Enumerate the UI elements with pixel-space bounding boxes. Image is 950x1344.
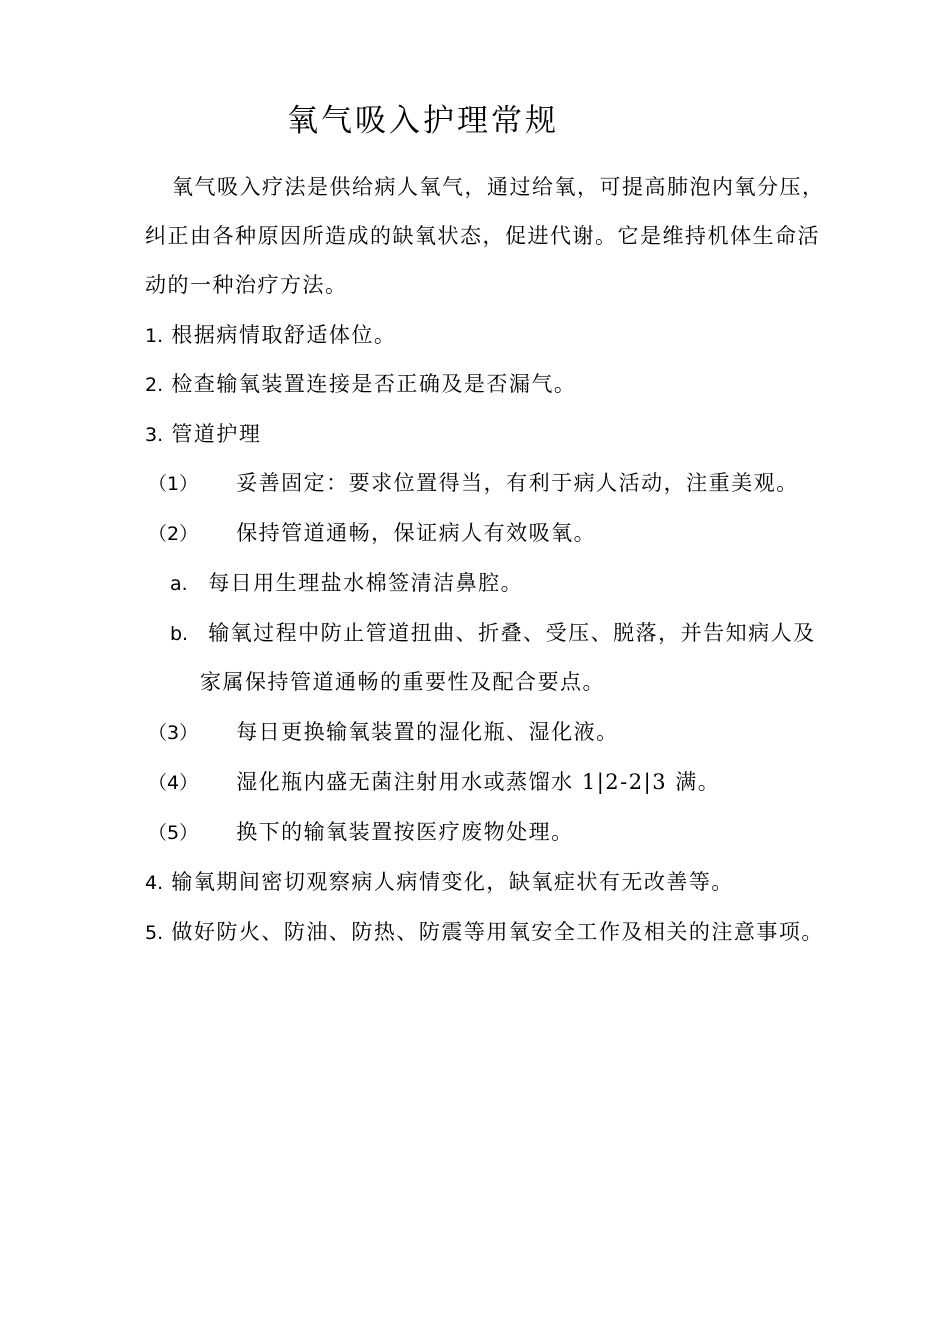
document-title: 氧气吸入护理常规 xyxy=(287,103,559,139)
intro-line-3: 动的一种治疗方法。 xyxy=(145,273,348,297)
sub-item-2-number: （2） xyxy=(148,523,199,545)
sub-item-b xyxy=(170,618,816,649)
sub-item-4 xyxy=(148,767,720,798)
list-item-5 xyxy=(145,917,824,948)
sub-item-1-number: （1） xyxy=(148,473,199,495)
list-item-4-text: 输氧期间密切观察病人病情变化，缺氧症状有无改善等。 xyxy=(171,870,734,894)
list-item-5-number: 5. xyxy=(145,922,164,944)
sub-item-4-number: （4） xyxy=(148,772,199,794)
sub-item-1 xyxy=(148,468,799,499)
list-item-5-text: 做好防火、防油、防热、防震等用氧安全工作及相关的注意事项。 xyxy=(171,920,824,944)
list-item-1-number: 1. xyxy=(145,325,164,347)
sub-item-2 xyxy=(148,518,596,549)
sub-item-b-continuation: 家属保持管道通畅的重要性及配合要点。 xyxy=(200,670,605,694)
list-item-2 xyxy=(145,369,576,400)
sub-item-5-text: 换下的输氧装置按医疗废物处理。 xyxy=(236,820,574,844)
sub-item-a-letter: a. xyxy=(170,573,188,595)
sub-item-b-letter: b. xyxy=(170,623,189,645)
sub-item-a xyxy=(170,568,523,599)
sub-item-5-number: （5） xyxy=(148,822,199,844)
sub-item-3 xyxy=(148,717,619,748)
list-item-4 xyxy=(145,867,734,898)
sub-item-a-text: 每日用生理盐水棉签清洁鼻腔。 xyxy=(208,571,524,595)
list-item-1-text: 根据病情取舒适体位。 xyxy=(171,323,397,347)
list-item-2-text: 检查输氧装置连接是否正确及是否漏气。 xyxy=(171,372,577,396)
list-item-3-text: 管道护理 xyxy=(171,422,262,446)
sub-item-3-number: （3） xyxy=(148,722,199,744)
list-item-2-number: 2. xyxy=(145,374,164,396)
list-item-3-number: 3. xyxy=(145,424,164,446)
list-item-1 xyxy=(145,320,396,351)
sub-item-4-text: 湿化瓶内盛无菌注射用水或蒸馏水 1|2-2|3 满。 xyxy=(236,770,721,794)
list-item-4-number: 4. xyxy=(145,872,164,894)
sub-item-1-text: 妥善固定：要求位置得当，有利于病人活动，注重美观。 xyxy=(236,471,799,495)
sub-item-2-text: 保持管道通畅，保证病人有效吸氧。 xyxy=(236,521,597,545)
intro-line-2: 纠正由各种原因所造成的缺氧状态，促进代谢。它是维持机体生命活 xyxy=(145,224,820,248)
sub-item-3-text: 每日更换输氧装置的湿化瓶、湿化液。 xyxy=(236,720,619,744)
sub-item-b-text: 输氧过程中防止管道扭曲、折叠、受压、脱落，并告知病人及 xyxy=(208,621,816,645)
intro-line-1: 氧气吸入疗法是供给病人氧气，通过给氧，可提高肺泡内氧分压， xyxy=(172,175,825,199)
sub-item-5 xyxy=(148,817,574,848)
list-item-3 xyxy=(145,419,261,450)
